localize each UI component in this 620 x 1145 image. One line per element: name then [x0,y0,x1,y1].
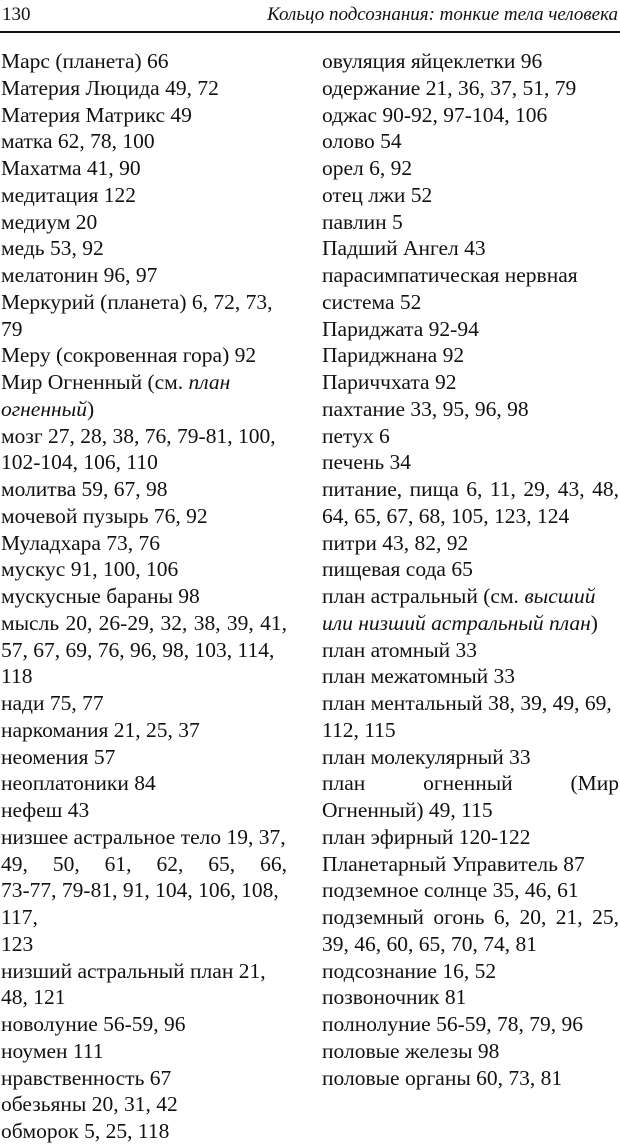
index-entry-text: овуляция яйцеклетки 96 [322,49,543,73]
index-entry-text: низший астральный план 21, [1,958,266,983]
index-entry-line [1,530,287,557]
page-number: 130 [2,4,31,25]
index-entry-text: 57, 67, 69, 76, 96, 98, 103, 114, 118 [1,637,275,689]
index-entry-line [1,717,287,744]
index-entry-text: план межатомный 33 [322,664,516,689]
index-entry-line [322,476,619,503]
index-entry-line [322,904,619,931]
index-entry-text: 48, 121 [1,985,66,1010]
index-entry-text: подземное солнце 35, 46, 61 [322,878,579,903]
index-entry-text: мысль 20, 26-29, 32, 38, 39, 41, [1,610,287,635]
index-entry-line [322,262,619,289]
index-entry-line [322,449,619,476]
index-entry-text: половые железы 98 [322,1038,500,1063]
index-entry-text: план эфирный 120-122 [322,824,531,849]
index-entry-text: нравственность 67 [1,1065,172,1090]
index-entry-text: Париджата 92-94 [322,316,479,341]
index-entry-line [322,1065,619,1092]
index-column-left [1,48,287,1145]
index-entry-line [1,396,287,423]
index-entry-text: матка 62, 78, 100 [1,129,155,154]
index-entry-text: план атомный 33 [322,637,478,662]
index-entry-line [322,235,619,262]
index-entry-text: план огненный (Мир [322,771,619,796]
index-entry-line [1,289,287,316]
index-entry-line [322,770,619,797]
index-entry-italic: низший астральный план [358,610,591,635]
index-entry-text: 112, 115 [322,717,396,742]
index-entry-text: 79 [1,316,23,341]
index-entry-text: план молекулярный 33 [322,744,531,769]
index-entry-line [322,556,619,583]
index-entry-line [1,851,287,878]
index-entry-line [322,48,619,75]
index-entry-text: Мир Огненный (см. [1,370,189,394]
index-entry-text: Париччхата 92 [322,370,457,394]
index-entry-line [1,1011,287,1038]
index-entry-line [1,369,287,396]
index-entry-text: обморок 5, 25, 118 [1,1119,170,1143]
index-entry-line [1,583,287,610]
index-entry-text: полнолуние 56-59, 78, 79, 96 [322,1012,583,1036]
index-entry-text: подсознание 16, 52 [322,958,497,983]
index-entry-line [1,423,287,450]
index-entry-text: низшее астральное тело 19, 37, [1,824,286,849]
index-entry-line [322,744,619,771]
index-entry-line [322,663,619,690]
index-entry-text: мускусные бараны 98 [1,584,200,608]
index-entry-line [322,102,619,129]
index-entry-text: молитва 59, 67, 98 [1,477,168,501]
index-entry-line [1,556,287,583]
index-entry-text: пищевая сода 65 [322,557,473,582]
index-entry-text: мелатонин 96, 97 [1,263,158,287]
index-entry-text: мочевой пузырь 76, 92 [1,503,208,528]
index-entry-line [1,128,287,155]
index-entry-line [322,690,619,717]
index-entry-line [1,155,287,182]
index-entry-line [322,128,619,155]
index-entry-line [1,744,287,771]
index-entry-line [1,1038,287,1065]
index-entry-line [322,503,619,530]
index-entry-line [322,396,619,423]
index-entry-line [1,824,287,851]
index-entry-line [1,316,287,343]
index-entry-text: Марс (планета) 66 [1,49,169,73]
index-entry-text: 49, 50, 61, 62, 65, 66, [1,851,287,876]
index-entry-line [1,209,287,236]
index-entry-text: Огненный) 49, 115 [322,798,493,822]
index-entry-line [322,155,619,182]
index-entry-line [1,1065,287,1092]
index-entry-line [322,1011,619,1038]
index-entry-line [322,342,619,369]
index-entry-text: наркомания 21, 25, 37 [1,717,200,742]
index-entry-line [1,48,287,75]
index-entry-line [322,877,619,904]
index-entry-text: позвоночник 81 [322,985,467,1010]
index-entry-text: 102-104, 106, 110 [1,450,158,475]
index-entry-line [322,797,619,824]
index-entry-text: павлин 5 [322,209,403,234]
index-entry-text: план астральный (см. [322,584,525,608]
index-entry-line [322,637,619,664]
index-entry-line [322,289,619,316]
index-entry-text: подземный огонь 6, 20, 21, 25, [322,905,619,929]
index-entry-line [1,235,287,262]
index-entry-line [1,984,287,1011]
index-entry-text: 73-77, 79-81, 91, 104, 106, 108, 117, [1,878,279,929]
index-entry-text: Париджнана 92 [322,343,465,368]
page-header [0,0,620,34]
running-title: Кольцо подсознания: тонкие тела человека [267,4,618,25]
index-entry-line [1,797,287,824]
index-entry-text: неомения 57 [1,744,116,769]
index-entry-text: план ментальный 38, 39, 49, 69, [322,691,612,715]
index-entry-text: медитация 122 [1,182,137,207]
index-entry-text: 64, 65, 67, 68, 105, 123, 124 [322,503,570,528]
index-entry-line [322,530,619,557]
index-entry-text: питри 43, 82, 92 [322,530,469,555]
index-entry-line [1,1118,287,1145]
index-entry-line [1,476,287,503]
index-entry-text: половые органы 60, 73, 81 [322,1065,563,1090]
index-entry-text: Муладхара 73, 76 [1,530,161,555]
index-entry-line [1,262,287,289]
index-entry-line [1,342,287,369]
index-entry-line [322,316,619,343]
index-entry-line [1,610,287,637]
index-entry-text: мозг 27, 28, 38, 76, 79-81, 100, [1,423,276,448]
index-entry-text: медиум 20 [1,209,98,234]
index-entry-italic: высший [524,584,596,608]
index-entry-text: Материя Люцида 49, 72 [1,75,219,100]
index-entry-italic: огненный [1,396,87,421]
index-entry-line [322,851,619,878]
index-entry-text: обезьяны 20, 31, 42 [1,1092,178,1117]
index-entry-text: нефеш 43 [1,798,90,822]
index-column-right [322,48,619,1091]
index-entry-line [322,984,619,1011]
index-entry-text: ) [87,396,95,421]
index-entry-text: Махатма 41, 90 [1,156,141,180]
index-entry-line [1,931,287,958]
index-entry-line [322,1038,619,1065]
index-entry-line [1,102,287,129]
index-entry-text: 123 [1,931,34,956]
header-rule [0,31,620,33]
index-entry-text: неоплатоники 84 [1,771,156,796]
index-entry-text: Падший Ангел 43 [322,236,486,261]
index-entry-line [322,182,619,209]
index-entry-text: парасимпатическая нервная [322,263,578,287]
index-entry-text: 39, 46, 60, 65, 70, 74, 81 [322,931,537,956]
index-entry-text: медь 53, 92 [1,236,104,261]
index-entry-text: орел 6, 92 [322,156,413,180]
index-entry-italic: план [188,370,231,394]
index-entry-line [1,1091,287,1118]
index-entry-text: ) [590,610,598,635]
index-entry-text: одержание 21, 36, 37, 51, 79 [322,75,577,100]
index-entry-text: Меру (сокровенная гора) 92 [1,343,257,368]
index-entry-text: мускус 91, 100, 106 [1,557,179,582]
index-entry-line [1,449,287,476]
index-entry-line [1,503,287,530]
index-entry-text: нади 75, 77 [1,691,104,715]
index-entry-text: ноумен 111 [1,1038,104,1063]
index-entry-line [1,637,287,691]
index-entry-text: система 52 [322,289,422,314]
index-entry-line [322,209,619,236]
index-entry-text: печень 34 [322,450,412,475]
index-entry-line [322,610,619,637]
index-entry-text: пахтание 33, 95, 96, 98 [322,396,529,421]
index-entry-line [322,717,619,744]
index-entry-line [322,369,619,396]
index-entry-line [322,824,619,851]
index-entry-text: новолуние 56-59, 96 [1,1012,186,1036]
index-entry-line [1,690,287,717]
index-entry-text: питание, пища 6, 11, 29, 43, 48, [322,477,619,501]
index-entry-line [322,931,619,958]
index-entry-line [1,877,287,931]
index-entry-text: отец лжи 52 [322,182,433,207]
index-entry-italic: или [322,610,359,635]
index-entry-line [1,770,287,797]
index-entry-text: петух 6 [322,423,390,448]
index-entry-text: Планетарный Управитель 87 [322,851,585,876]
index-entry-line [1,182,287,209]
index-entry-line [322,75,619,102]
index-entry-line [322,423,619,450]
index-entry-line [1,958,287,985]
index-entry-text: Меркурий (планета) 6, 72, 73, [1,289,273,314]
index-entry-text: Материя Матрикс 49 [1,102,192,127]
index-entry-text: оджас 90-92, 97-104, 106 [322,102,548,127]
index-entry-line [1,75,287,102]
index-entry-line [322,958,619,985]
index-entry-text: олово 54 [322,129,402,154]
index-entry-line [322,583,619,610]
